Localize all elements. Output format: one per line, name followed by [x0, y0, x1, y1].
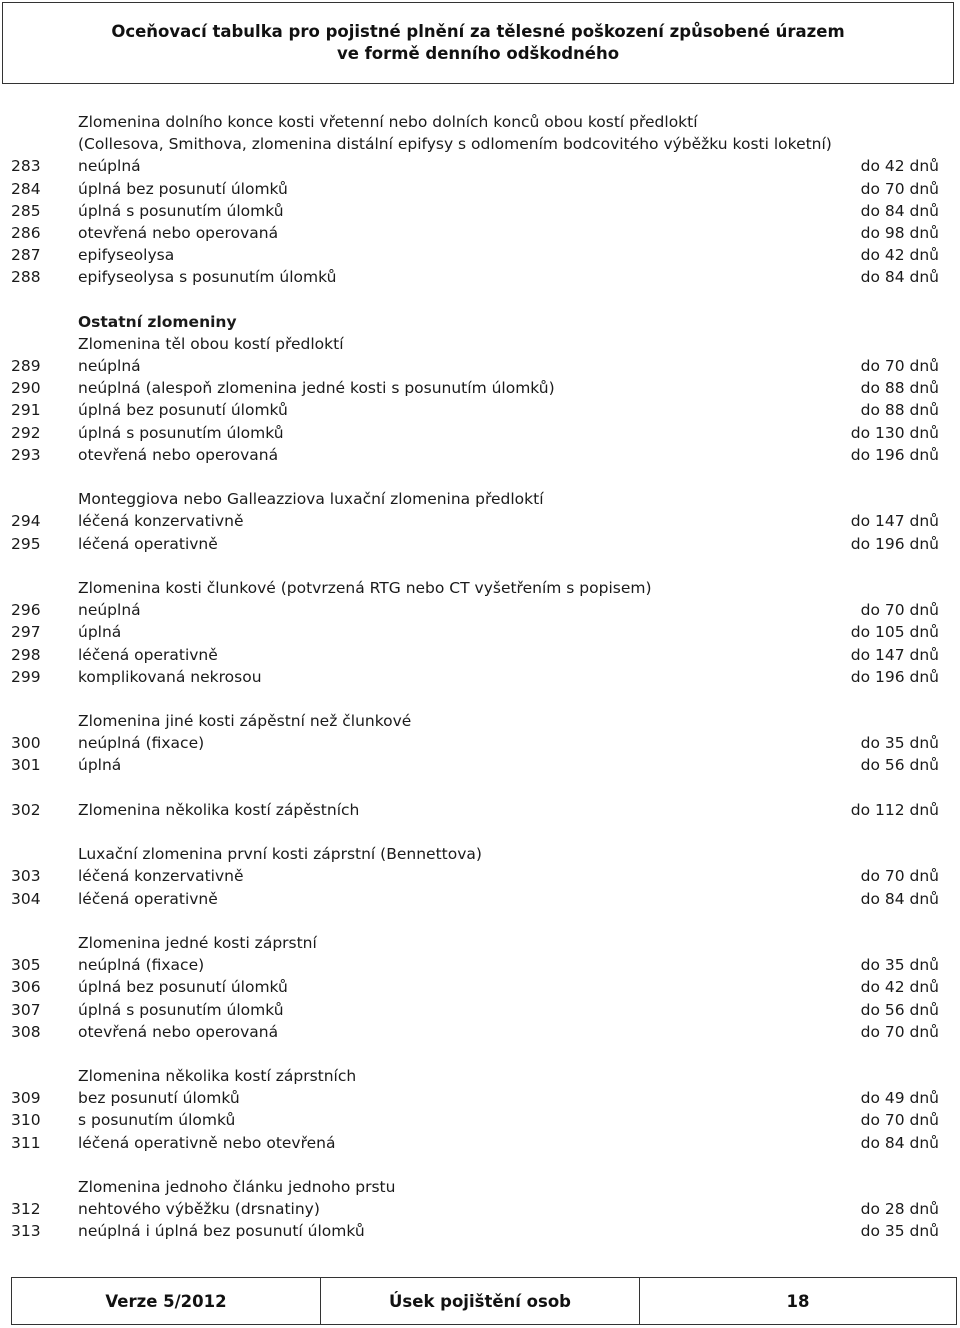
- item-duration: do 70 dnů: [860, 179, 939, 198]
- item-number: 291: [11, 401, 41, 420]
- section-heading: [0, 1065, 960, 1087]
- table-row: [0, 1220, 960, 1242]
- item-description: komplikovaná nekrosou: [78, 667, 262, 686]
- item-duration: do 70 dnů: [860, 601, 939, 620]
- item-number: 313: [11, 1222, 41, 1241]
- item-description: Zlomenina jedné kosti záprstní: [78, 933, 317, 952]
- item-number: 286: [11, 223, 41, 242]
- section-heading: [0, 577, 960, 599]
- item-description: úplná bez posunutí úlomků: [78, 401, 288, 420]
- table-row: [0, 732, 960, 754]
- section-heading: [0, 133, 960, 155]
- spacer-row: [0, 821, 960, 843]
- table-row: [0, 444, 960, 466]
- item-duration: do 105 dnů: [850, 623, 939, 642]
- item-description: léčená operativně nebo otevřená: [78, 1133, 336, 1152]
- table-row: [0, 510, 960, 532]
- item-description: neúplná: [78, 157, 141, 176]
- item-number: 284: [11, 179, 41, 198]
- section-heading: [0, 333, 960, 355]
- table-row: [0, 377, 960, 399]
- item-duration: do 98 dnů: [860, 223, 939, 242]
- table-row: [0, 666, 960, 688]
- item-description: (Collesova, Smithova, zlomenina distální epifysy s odlomením bodcovitého výběžku kosti loketní): [78, 135, 832, 154]
- item-number: 295: [11, 534, 41, 553]
- item-number: 303: [11, 867, 41, 886]
- item-number: 297: [11, 623, 41, 642]
- spacer-row: [0, 555, 960, 577]
- item-number: 304: [11, 889, 41, 908]
- item-description: s posunutím úlomků: [78, 1111, 236, 1130]
- item-description: neúplná i úplná bez posunutí úlomků: [78, 1222, 365, 1241]
- item-duration: do 70 dnů: [860, 1022, 939, 1041]
- table-row: [0, 1132, 960, 1154]
- item-description: Zlomenina jednoho článku jednoho prstu: [78, 1178, 396, 1196]
- page-header: [2, 2, 954, 84]
- item-number: 290: [11, 379, 41, 398]
- item-description: úplná: [78, 623, 122, 642]
- table-row: [0, 976, 960, 998]
- item-duration: do 84 dnů: [860, 268, 939, 287]
- injury-table: [0, 111, 960, 1243]
- item-description: Zlomenina dolního konce kosti vřetenní nebo dolních konců obou kostí předloktí: [78, 113, 698, 131]
- table-row: [0, 865, 960, 887]
- item-duration: do 196 dnů: [850, 445, 939, 464]
- item-duration: do 196 dnů: [850, 667, 939, 686]
- table-row: [0, 1109, 960, 1131]
- table-row: [0, 799, 960, 821]
- table-row: [0, 533, 960, 555]
- table-row: [0, 266, 960, 288]
- item-number: 289: [11, 357, 41, 376]
- item-number: 293: [11, 445, 41, 464]
- section-heading: [0, 111, 960, 133]
- item-description: otevřená nebo operovaná: [78, 1022, 279, 1041]
- item-number: 302: [11, 800, 41, 819]
- header-title-line1: Oceňovací tabulka pro pojistné plnění za tělesné poškození způsobené úrazem: [111, 22, 845, 41]
- section-heading: [0, 1176, 960, 1198]
- item-number: 288: [11, 268, 41, 287]
- table-row: [0, 1087, 960, 1109]
- item-duration: do 70 dnů: [860, 357, 939, 376]
- item-description: Zlomenina kosti člunkové (potvrzená RTG nebo CT vyšetřením s popisem): [78, 578, 652, 597]
- item-number: 312: [11, 1200, 41, 1219]
- spacer-row: [0, 1154, 960, 1176]
- item-description: neúplná: [78, 357, 141, 376]
- footer-version: Verze 5/2012: [12, 1278, 321, 1324]
- item-duration: do 42 dnů: [860, 157, 939, 176]
- item-description: úplná: [78, 756, 122, 775]
- item-description: úplná s posunutím úlomků: [78, 201, 284, 220]
- item-number: 294: [11, 512, 41, 531]
- item-duration: do 42 dnů: [860, 978, 939, 997]
- item-number: 299: [11, 667, 41, 686]
- table-row: [0, 1021, 960, 1043]
- item-number: 298: [11, 645, 41, 664]
- section-heading: [0, 488, 960, 510]
- spacer-row: [0, 910, 960, 932]
- table-row: [0, 954, 960, 976]
- item-description: neúplná (fixace): [78, 956, 205, 975]
- table-row: [0, 399, 960, 421]
- item-duration: do 56 dnů: [860, 1000, 939, 1019]
- item-description: Zlomenina několika kostí záprstních: [78, 1067, 357, 1086]
- item-description: nehtového výběžku (drsnatiny): [78, 1200, 320, 1219]
- section-heading: [0, 843, 960, 865]
- item-duration: do 42 dnů: [860, 246, 939, 265]
- section-heading: [0, 710, 960, 732]
- table-row: [0, 888, 960, 910]
- item-duration: do 147 dnů: [850, 512, 939, 531]
- item-number: 309: [11, 1089, 41, 1108]
- item-description: Zlomenina těl obou kostí předloktí: [78, 334, 344, 353]
- item-description: léčená operativně: [78, 534, 218, 553]
- spacer-row: [0, 777, 960, 799]
- item-description: léčená konzervativně: [78, 512, 244, 531]
- table-row: [0, 155, 960, 177]
- item-number: 306: [11, 978, 41, 997]
- item-duration: do 56 dnů: [860, 756, 939, 775]
- item-description: léčená operativně: [78, 645, 218, 664]
- item-description: Monteggiova nebo Galleazziova luxační zlomenina předloktí: [78, 490, 544, 509]
- item-duration: do 28 dnů: [860, 1200, 939, 1219]
- item-number: 308: [11, 1022, 41, 1041]
- item-duration: do 130 dnů: [850, 423, 939, 442]
- item-duration: do 35 dnů: [860, 1222, 939, 1241]
- item-description: neúplná (fixace): [78, 734, 205, 753]
- item-number: 296: [11, 601, 41, 620]
- spacer-row: [0, 1043, 960, 1065]
- table-row: [0, 999, 960, 1021]
- item-number: 310: [11, 1111, 41, 1130]
- item-description: úplná s posunutím úlomků: [78, 1000, 284, 1019]
- table-row: [0, 178, 960, 200]
- item-description: úplná s posunutím úlomků: [78, 423, 284, 442]
- item-duration: do 112 dnů: [850, 800, 939, 819]
- item-duration: do 147 dnů: [850, 645, 939, 664]
- item-duration: do 88 dnů: [860, 379, 939, 398]
- table-row: [0, 244, 960, 266]
- spacer-row: [0, 289, 960, 311]
- item-description: Zlomenina jiné kosti zápěstní než člunkové: [78, 712, 412, 731]
- item-duration: do 35 dnů: [860, 734, 939, 753]
- item-description: otevřená nebo operovaná: [78, 223, 279, 242]
- table-row: [0, 644, 960, 666]
- item-duration: do 84 dnů: [860, 201, 939, 220]
- item-description: léčená operativně: [78, 889, 218, 908]
- item-number: 292: [11, 423, 41, 442]
- item-number: 300: [11, 734, 41, 753]
- item-number: 283: [11, 157, 41, 176]
- item-duration: do 70 dnů: [860, 867, 939, 886]
- item-number: 307: [11, 1000, 41, 1019]
- item-description: Luxační zlomenina první kosti záprstní (Bennettova): [78, 845, 482, 864]
- item-number: 287: [11, 246, 41, 265]
- table-row: [0, 222, 960, 244]
- item-description: úplná bez posunutí úlomků: [78, 978, 288, 997]
- item-duration: do 70 dnů: [860, 1111, 939, 1130]
- item-duration: do 49 dnů: [860, 1089, 939, 1108]
- item-number: 285: [11, 201, 41, 220]
- item-duration: do 84 dnů: [860, 889, 939, 908]
- item-description: neúplná (alespoň zlomenina jedné kosti s posunutím úlomků): [78, 379, 555, 398]
- item-description: bez posunutí úlomků: [78, 1089, 240, 1108]
- item-description: epifyseolysa: [78, 246, 175, 265]
- footer-page-number: 18: [786, 1291, 810, 1311]
- item-description: Zlomenina několika kostí zápěstních: [78, 800, 360, 819]
- item-duration: do 35 dnů: [860, 956, 939, 975]
- table-row: [0, 754, 960, 776]
- item-description: léčená konzervativně: [78, 867, 244, 886]
- item-duration: do 196 dnů: [850, 534, 939, 553]
- item-number: 311: [11, 1133, 41, 1152]
- footer-department: Úsek pojištění osob: [321, 1278, 640, 1324]
- item-number: 301: [11, 756, 41, 775]
- table-row: [0, 355, 960, 377]
- item-description: Ostatní zlomeniny: [78, 312, 237, 331]
- item-number: 305: [11, 956, 41, 975]
- item-description: úplná bez posunutí úlomků: [78, 179, 288, 198]
- section-heading: [0, 932, 960, 954]
- item-description: neúplná: [78, 601, 141, 620]
- table-row: [0, 200, 960, 222]
- table-row: [0, 1198, 960, 1220]
- item-description: epifyseolysa s posunutím úlomků: [78, 268, 337, 287]
- header-title-line2: ve formě denního odškodného: [336, 44, 620, 63]
- spacer-row: [0, 688, 960, 710]
- section-heading: [0, 311, 960, 333]
- table-row: [0, 422, 960, 444]
- item-duration: do 84 dnů: [860, 1133, 939, 1152]
- page-footer: [11, 1277, 957, 1325]
- table-row: [0, 621, 960, 643]
- table-row: [0, 599, 960, 621]
- spacer-row: [0, 466, 960, 488]
- item-description: otevřená nebo operovaná: [78, 445, 279, 464]
- item-duration: do 88 dnů: [860, 401, 939, 420]
